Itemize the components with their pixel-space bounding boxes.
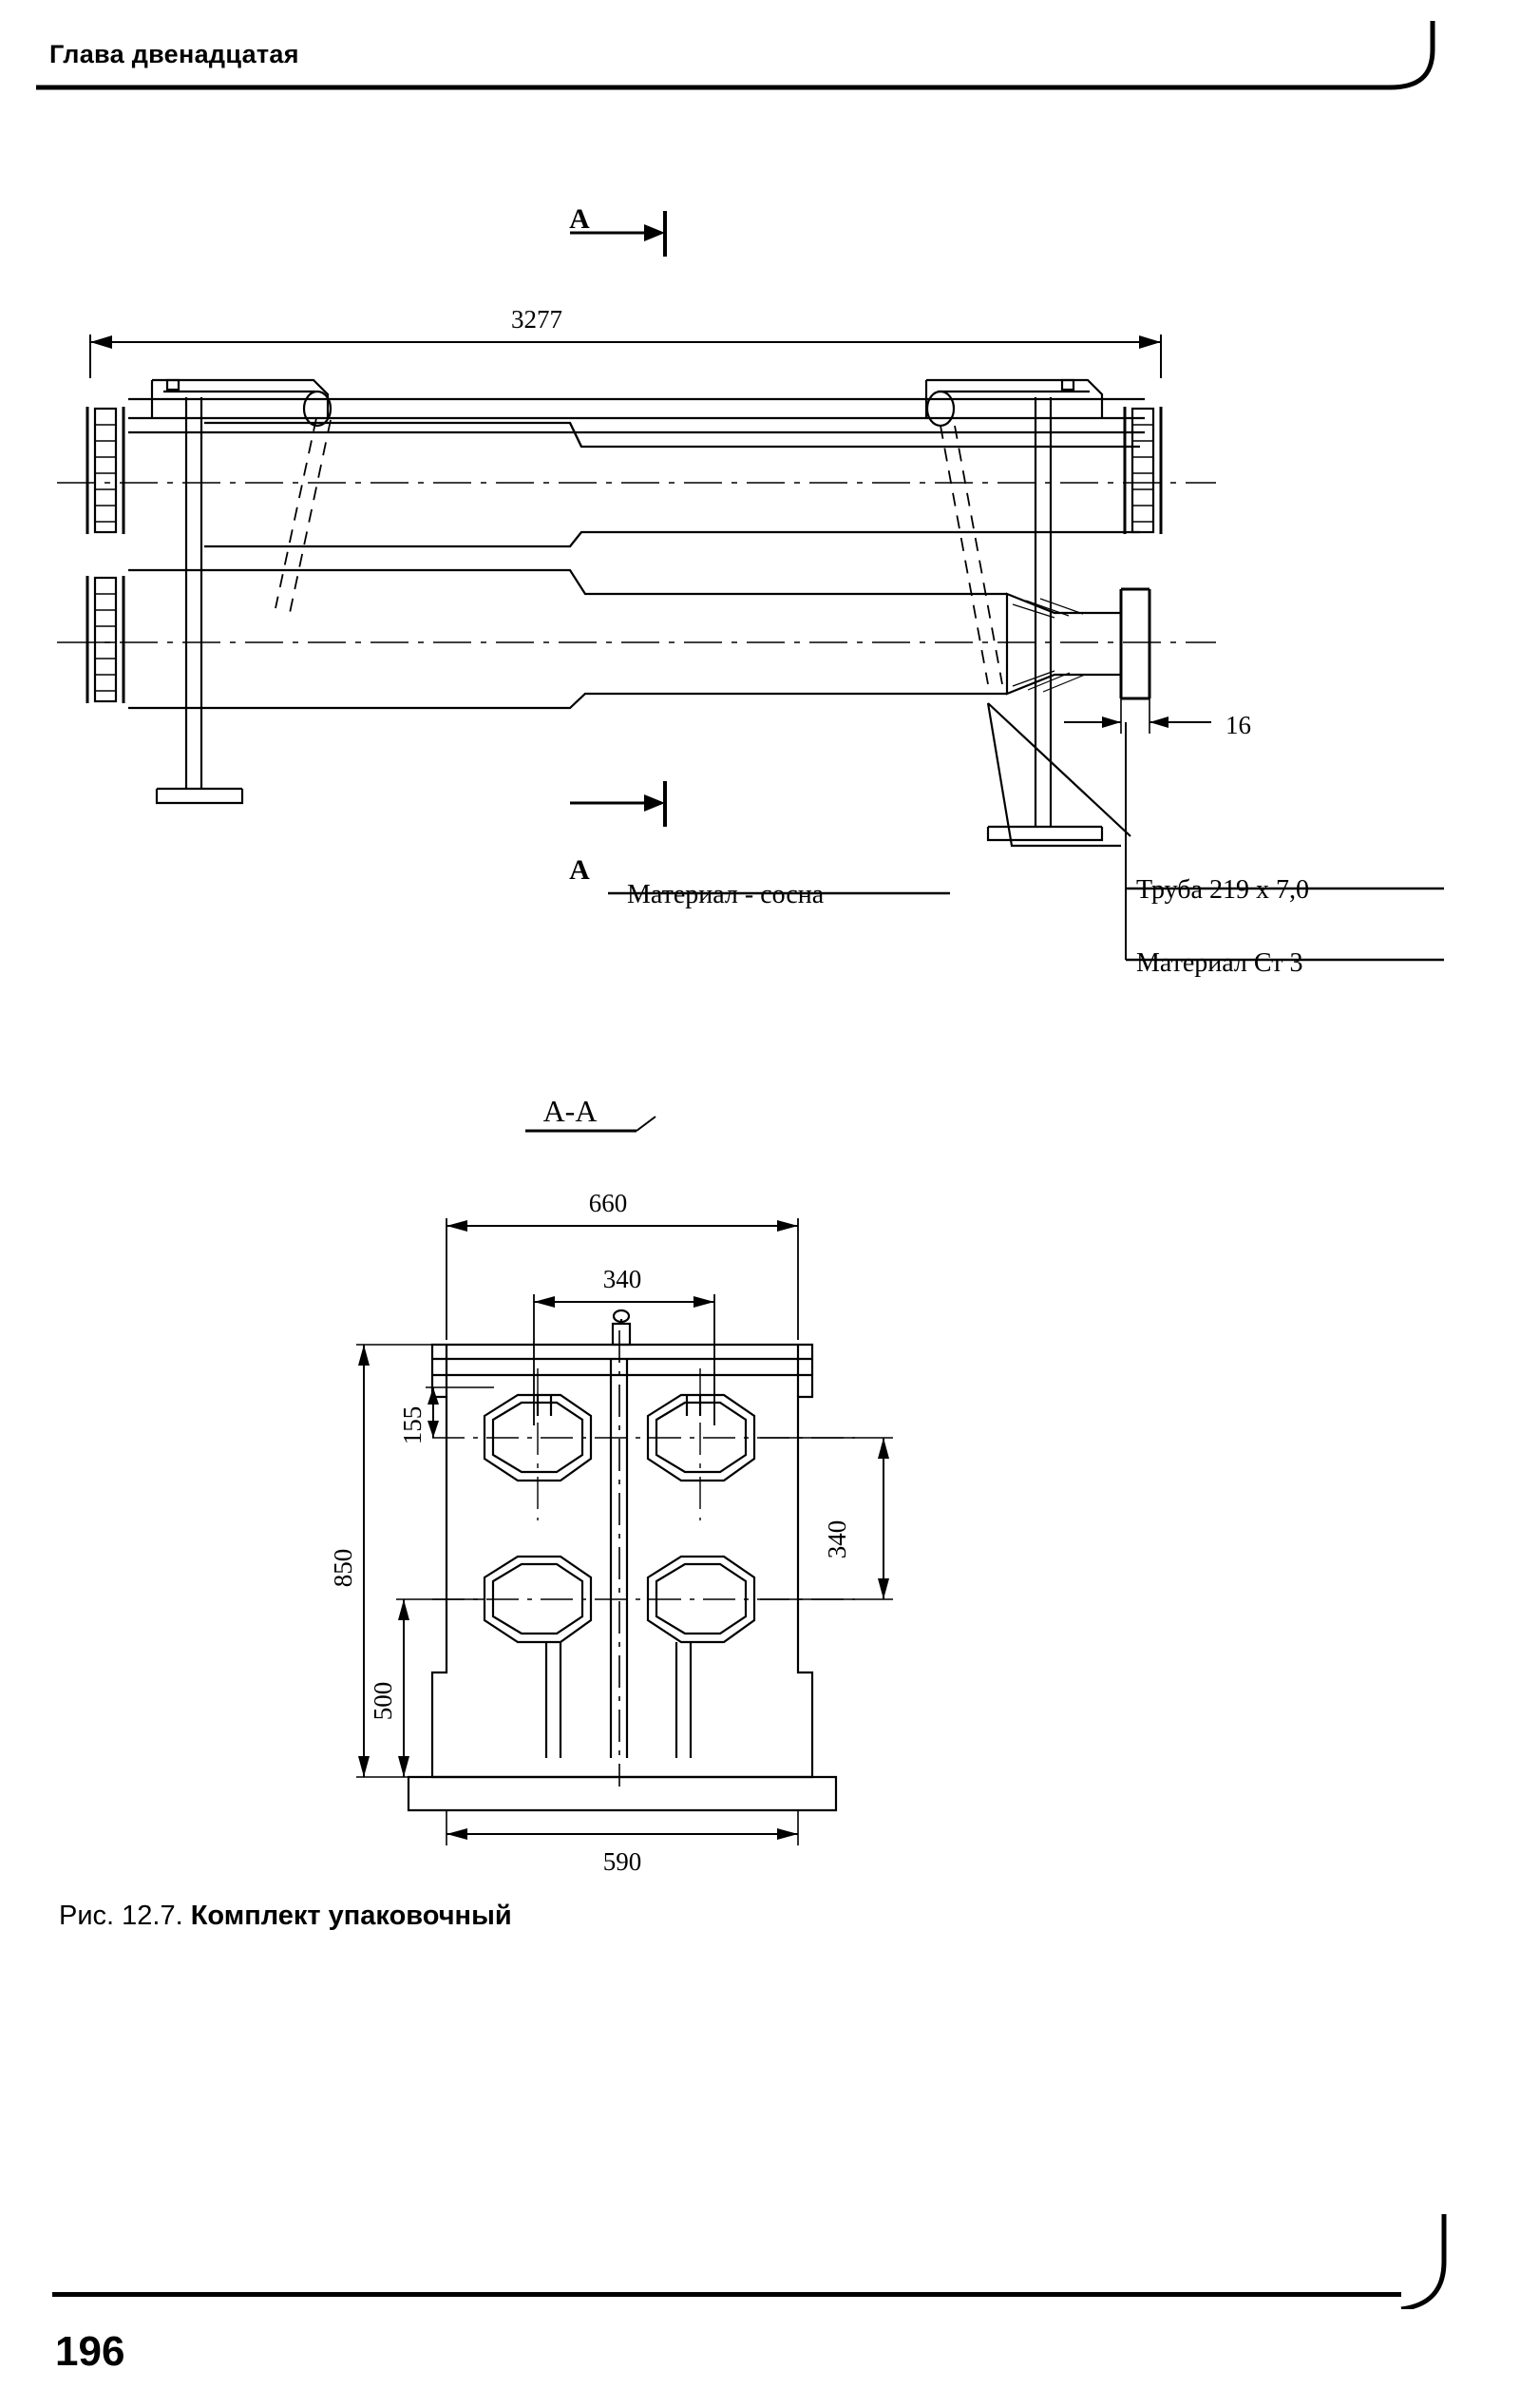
section-marker-label-bottom: А xyxy=(569,854,590,886)
dimension-label-660: 660 xyxy=(588,1189,628,1217)
upper-pipe-assembly xyxy=(57,380,1444,960)
dimension-label-155: 155 xyxy=(398,1405,427,1445)
section-view-title: А-А xyxy=(542,1094,598,1128)
figure-caption-number: Рис. 12.7. xyxy=(59,1901,183,1931)
dimension-label-340-side: 340 xyxy=(823,1519,851,1559)
section-marker-label-top: А xyxy=(569,203,590,235)
page-number: 196 xyxy=(55,2328,125,2375)
dimension-label-340-top: 340 xyxy=(602,1265,642,1293)
note-pipe-spec: Труба 219 х 7,0 xyxy=(1136,875,1309,905)
dimension-3277 xyxy=(90,334,1161,378)
section-marker-bottom xyxy=(570,781,665,827)
right-flange xyxy=(1007,589,1150,698)
dimension-label-3277: 3277 xyxy=(511,305,562,334)
figure-caption xyxy=(59,1901,512,1932)
footer-rule xyxy=(52,2292,1401,2297)
dimension-label-850: 850 xyxy=(329,1548,357,1588)
note-material-steel: Материал Ст 3 xyxy=(1136,948,1303,978)
dimension-16 xyxy=(1064,698,1211,734)
dimension-label-500: 500 xyxy=(369,1681,397,1721)
note-material-pine: Материал - сосна xyxy=(627,880,825,909)
page-title: Глава двенадцатая xyxy=(49,40,299,68)
dimension-label-590: 590 xyxy=(602,1847,642,1876)
figure-caption-text: Комплект упаковочный xyxy=(190,1901,512,1931)
section-aa-view xyxy=(356,1218,893,1845)
dimension-label-16: 16 xyxy=(1226,711,1251,739)
